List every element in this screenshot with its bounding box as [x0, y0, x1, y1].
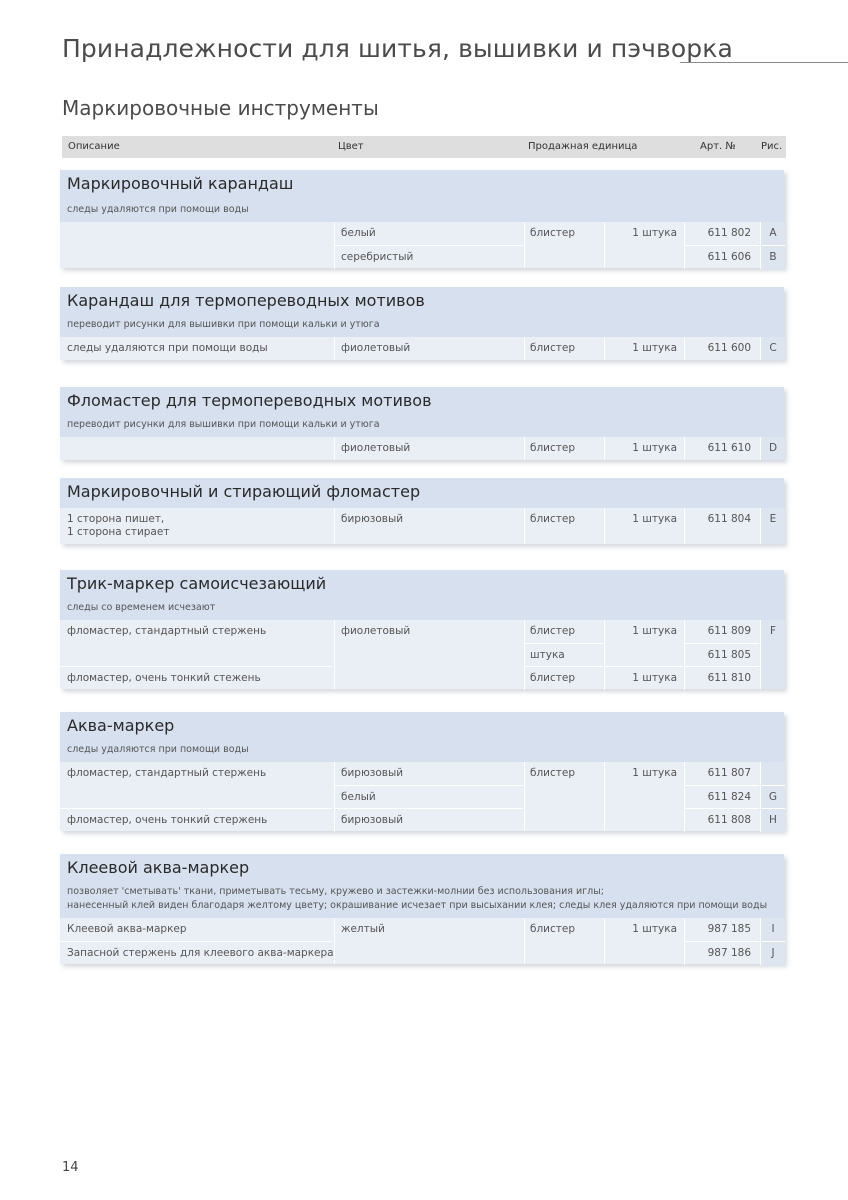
column-description: Описание [68, 141, 120, 152]
color-cell-text: бирюзовый [341, 814, 404, 826]
table-row [60, 620, 784, 643]
product-header [60, 570, 784, 620]
sales-unit-cell [524, 643, 603, 667]
product-name: Трик-маркер самоисчезающий [67, 574, 327, 593]
sales-unit-cell [524, 808, 603, 831]
product-block [60, 170, 784, 268]
table-row [60, 666, 784, 689]
table-row [60, 941, 784, 964]
sales-unit-cell-text: блистер [530, 227, 576, 239]
product-description: следы удаляются при помощи воды [67, 744, 249, 755]
quantity-cell [604, 785, 683, 808]
sales-unit-cell [524, 918, 603, 941]
sales-unit-cell-text: блистер [530, 442, 576, 454]
quantity-cell [604, 620, 683, 643]
description-cell [60, 762, 332, 785]
quantity-cell-text: 1 штука [632, 442, 677, 454]
product-description: следы удаляются при помощи воды [67, 204, 249, 215]
article-number-cell [684, 785, 759, 809]
color-cell [334, 918, 523, 941]
color-cell [334, 762, 523, 785]
color-cell [334, 508, 523, 544]
product-name: Маркировочный и стирающий фломастер [67, 482, 421, 501]
sales-unit-cell [524, 666, 603, 690]
product-name: Клеевой аква-маркер [67, 858, 250, 877]
color-cell [334, 666, 523, 689]
quantity-cell-text: 1 штука [632, 513, 677, 525]
article-number-cell-text: 611 809 [707, 625, 751, 637]
product-description: переводит рисунки для вышивки при помощи кальки и утюга [67, 419, 380, 430]
product-description: переводит рисунки для вышивки при помощи кальки и утюга [67, 319, 380, 330]
figure-cell [760, 918, 785, 941]
description-cell-text: фломастер, стандартный стержень [67, 767, 267, 779]
color-cell [334, 808, 523, 832]
figure-cell [760, 508, 785, 544]
color-cell [334, 222, 523, 245]
table-row [60, 437, 784, 460]
figure-cell [760, 222, 785, 245]
article-number-cell-text: 611 824 [707, 791, 751, 803]
color-cell-text: бирюзовый [341, 767, 404, 779]
description-cell [60, 643, 332, 666]
quantity-cell [604, 941, 683, 964]
product-block [60, 854, 784, 964]
article-number-cell-text: 611 804 [707, 513, 751, 525]
table-row [60, 808, 784, 831]
sales-unit-cell [524, 437, 603, 460]
description-cell-text: следы удаляются при помощи воды [67, 342, 268, 354]
color-cell [334, 941, 523, 964]
column-article-number: Арт. № [700, 141, 736, 152]
product-name: Маркировочный карандаш [67, 174, 294, 193]
article-number-cell-text: 987 185 [707, 923, 751, 935]
figure-cell [760, 666, 785, 689]
quantity-cell-text: 1 штука [632, 672, 677, 684]
article-number-cell [684, 666, 759, 690]
product-description: следы со временем исчезают [67, 602, 216, 613]
figure-cell-text: D [768, 442, 778, 454]
description-cell [60, 245, 332, 268]
description-cell-text: фломастер, стандартный стержень [67, 625, 267, 637]
description-cell [60, 337, 332, 360]
color-cell [334, 337, 523, 360]
article-number-cell [684, 620, 759, 643]
column-header-bar [62, 136, 786, 158]
quantity-cell [604, 918, 683, 941]
figure-cell-text: B [769, 251, 777, 263]
color-cell-text: фиолетовый [341, 442, 411, 454]
article-number-cell [684, 941, 759, 965]
sales-unit-cell [524, 508, 603, 544]
figure-cell [760, 643, 785, 666]
color-cell-text: фиолетовый [341, 342, 411, 354]
sales-unit-cell [524, 222, 603, 245]
article-number-cell [684, 245, 759, 269]
product-block [60, 287, 784, 360]
color-cell [334, 785, 523, 809]
column-color: Цвет [338, 141, 364, 152]
column-sales-unit: Продажная единица [528, 141, 638, 152]
description-cell-text: Клеевой аква-маркер [67, 923, 187, 935]
sales-unit-cell-text: блистер [530, 672, 576, 684]
sales-unit-cell-text: блистер [530, 342, 576, 354]
color-cell-text: желтый [341, 923, 385, 935]
table-row [60, 918, 784, 941]
product-description: позволяет 'сметывать' ткани, приметывать тесьму, кружево и застежки-молнии без использования иглы; [67, 886, 604, 897]
table-row [60, 222, 784, 245]
figure-cell-text: G [768, 791, 778, 803]
description-cell [60, 666, 332, 690]
article-number-cell-text: 611 600 [707, 342, 751, 354]
article-number-cell-text: 611 802 [707, 227, 751, 239]
article-number-cell [684, 222, 759, 245]
description-cell [60, 437, 332, 460]
sales-unit-cell-text: штука [530, 649, 565, 661]
color-cell [334, 643, 523, 666]
quantity-cell [604, 508, 683, 544]
article-number-cell [684, 437, 759, 460]
figure-cell-text: C [769, 342, 777, 354]
article-number-cell-text: 611 606 [707, 251, 751, 263]
article-number-cell [684, 337, 759, 360]
product-block [60, 387, 784, 460]
quantity-cell-text: 1 штука [632, 923, 677, 935]
product-header [60, 170, 784, 222]
article-number-cell [684, 808, 759, 832]
quantity-cell-text: 1 штука [632, 767, 677, 779]
product-name: Фломастер для термопереводных мотивов [67, 391, 432, 410]
product-header [60, 387, 784, 437]
description-cell-text: Запасной стержень для клеевого аква-маркера [67, 947, 334, 959]
description-cell [60, 620, 332, 643]
figure-cell [760, 785, 785, 809]
description-cell [60, 918, 332, 941]
article-number-cell-text: 611 805 [707, 649, 751, 661]
description-cell [60, 941, 332, 965]
product-block [60, 478, 784, 544]
product-name: Карандаш для термопереводных мотивов [67, 291, 425, 310]
description-cell [60, 808, 332, 832]
sales-unit-cell [524, 620, 603, 643]
product-description: нанесенный клей виден благодаря желтому цвету; окрашивание исчезает при высыхании клея; следы клея удаляются при помощи воды [67, 900, 768, 911]
quantity-cell-text: 1 штука [632, 625, 677, 637]
figure-cell [760, 762, 785, 785]
sales-unit-cell [524, 762, 603, 785]
description-cell-text: фломастер, очень тонкий стежень [67, 672, 261, 684]
table-row [60, 508, 784, 544]
product-name: Аква-маркер [67, 716, 175, 735]
figure-cell [760, 437, 785, 460]
color-cell-text: фиолетовый [341, 625, 411, 637]
sales-unit-cell [524, 337, 603, 360]
section-title: Маркировочные инструменты [62, 96, 379, 120]
quantity-cell-text: 1 штука [632, 342, 677, 354]
article-number-cell-text: 611 807 [707, 767, 751, 779]
color-cell [334, 620, 523, 643]
figure-cell-text: F [769, 625, 777, 637]
article-number-cell [684, 918, 759, 941]
figure-cell [760, 941, 785, 965]
product-header [60, 287, 784, 337]
quantity-cell [604, 337, 683, 360]
sales-unit-cell-text: блистер [530, 513, 576, 525]
article-number-cell-text: 987 186 [707, 947, 751, 959]
article-number-cell [684, 508, 759, 544]
table-row [60, 337, 784, 360]
sales-unit-cell-text: блистер [530, 625, 576, 637]
color-cell-text: белый [341, 227, 376, 239]
product-header [60, 478, 784, 508]
article-number-cell [684, 762, 759, 785]
color-cell-text: бирюзовый [341, 513, 404, 525]
quantity-cell [604, 222, 683, 245]
article-number-cell-text: 611 810 [707, 672, 751, 684]
sales-unit-cell [524, 941, 603, 964]
quantity-cell [604, 808, 683, 831]
column-figure: Рис. [761, 141, 783, 152]
table-row [60, 762, 784, 785]
figure-cell-text: I [771, 923, 775, 935]
quantity-cell [604, 643, 683, 666]
description-cell-text-line2: 1 сторона стирает [67, 526, 170, 538]
figure-cell [760, 808, 785, 832]
quantity-cell-text: 1 штука [632, 227, 677, 239]
figure-cell-text: A [769, 227, 777, 239]
product-block [60, 570, 784, 689]
product-header [60, 712, 784, 762]
page-title: Принадлежности для шитья, вышивки и пэчворка [62, 34, 733, 63]
quantity-cell [604, 666, 683, 690]
color-cell-text: серебристый [341, 251, 414, 263]
quantity-cell [604, 762, 683, 785]
figure-cell-text: J [771, 947, 775, 959]
table-row [60, 643, 784, 666]
description-cell-text: фломастер, очень тонкий стержень [67, 814, 268, 826]
color-cell-text: белый [341, 791, 376, 803]
page-number: 14 [62, 1160, 79, 1175]
article-number-cell-text: 611 610 [707, 442, 751, 454]
sales-unit-cell-text: блистер [530, 923, 576, 935]
quantity-cell [604, 437, 683, 460]
sales-unit-cell [524, 785, 603, 808]
sales-unit-cell-text: блистер [530, 767, 576, 779]
color-cell [334, 437, 523, 460]
quantity-cell [604, 245, 683, 268]
article-number-cell-text: 611 808 [707, 814, 751, 826]
product-block [60, 712, 784, 831]
description-cell [60, 508, 332, 544]
sales-unit-cell [524, 245, 603, 268]
description-cell-text: 1 сторона пишет, [67, 513, 165, 525]
article-number-cell [684, 643, 759, 667]
color-cell [334, 245, 523, 269]
table-row [60, 245, 784, 268]
description-cell [60, 222, 332, 245]
figure-cell [760, 337, 785, 360]
product-header [60, 854, 784, 918]
figure-cell-text: E [769, 513, 777, 525]
table-row [60, 785, 784, 808]
figure-cell [760, 245, 785, 269]
figure-cell-text: H [769, 814, 777, 826]
figure-cell [760, 620, 785, 643]
title-rule [680, 62, 848, 63]
description-cell [60, 785, 332, 808]
